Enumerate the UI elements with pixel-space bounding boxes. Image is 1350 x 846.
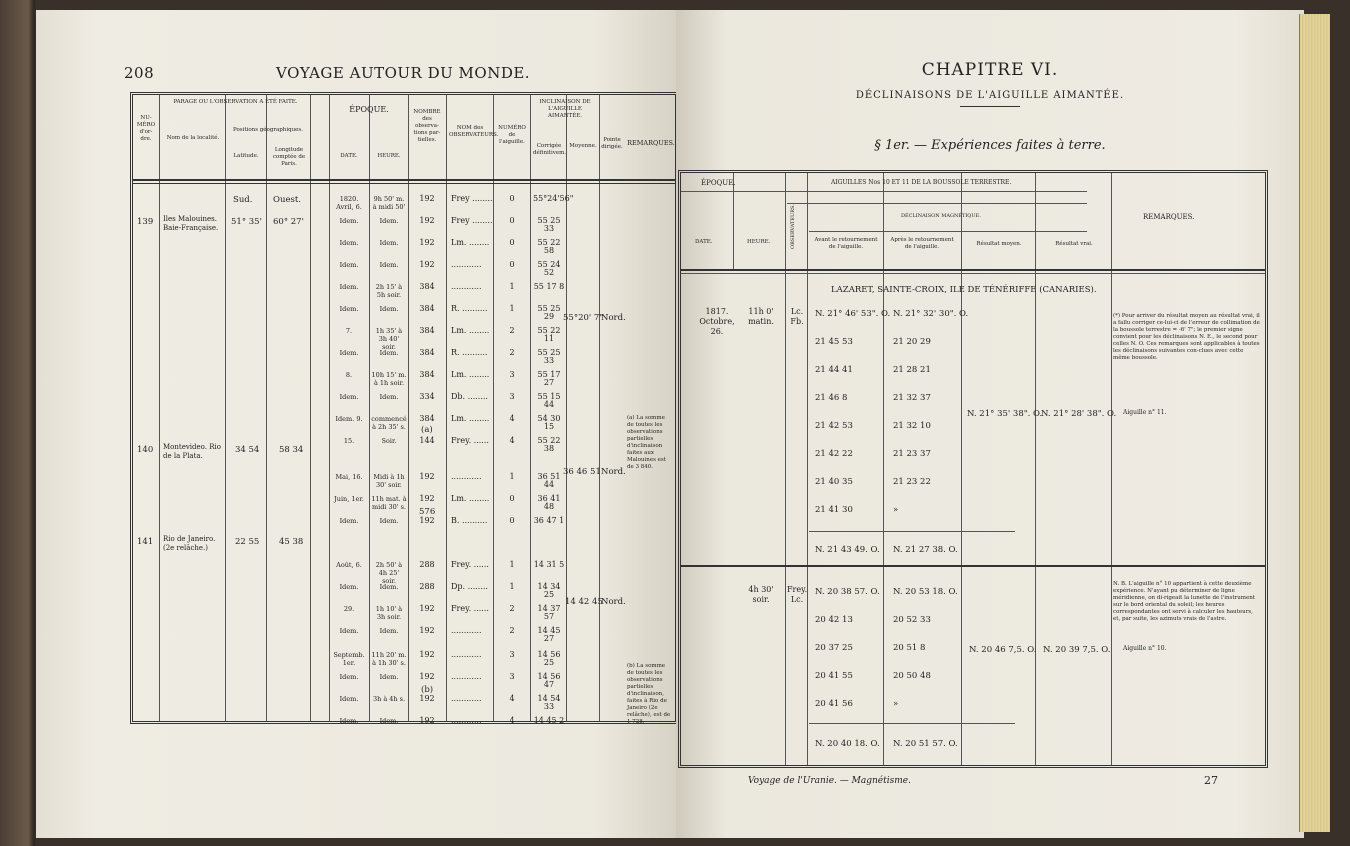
row-inc: 14 56 47 xyxy=(537,672,561,689)
row-inc: 55 25 29 xyxy=(537,304,561,321)
col-inclinaison: INCLINAISON DE L'AIGUILLE AIMANTÉE. xyxy=(539,99,591,119)
row-date: Idem. xyxy=(339,239,359,247)
row-heure: 11h 20' m. à 1h 30' s. xyxy=(371,651,407,667)
block1-avant-value: N. 21° 46' 53". O. xyxy=(815,309,891,319)
row-aig: 0 xyxy=(509,260,515,269)
left-page xyxy=(36,10,676,838)
row-date: Idem. xyxy=(339,283,359,291)
col-moyenne: Moyenne. xyxy=(569,143,597,149)
block2-avant-value: N. 20 38 57. O. xyxy=(815,587,880,597)
block1-avant-value: 21 45 53 xyxy=(815,337,853,347)
row-nb: 384 xyxy=(419,348,435,357)
row-obs: ............ xyxy=(451,650,482,659)
block2-apres-value: 20 51 8 xyxy=(893,643,926,653)
section-title: § 1er. — Expériences faites à terre. xyxy=(874,138,1106,153)
row-date: 15. xyxy=(343,437,355,445)
row-nb: 192 xyxy=(419,716,435,725)
block2-avant-value: 20 41 56 xyxy=(815,699,853,709)
row-date: Idem. xyxy=(339,673,359,681)
col-parage: PARAGE OU L'OBSERVATION A ÉTÉ FAITE. xyxy=(173,99,298,105)
row-date: Idem. xyxy=(339,305,359,313)
row-nb: 192 xyxy=(419,672,435,681)
note-nb: N. B. L'aiguille n° 10 appartient à cette deuxième expérience. N'ayant pu déterminer de ligne méridienne, on di-rigeait la lunette de l'instrument sur le bord oriental du soleil; les heures correspondantes ont servi à calculer les hauteurs, et, par suite, les azimuts vrais de l'astre. xyxy=(1113,581,1255,622)
row-heure: 3h à 4h s. xyxy=(372,695,406,703)
block1-apres-value: 21 23 22 xyxy=(893,477,931,487)
row-date: Idem. xyxy=(339,261,359,269)
row-inc: 55 24 52 xyxy=(537,260,561,277)
row-heure: Midi à 1h 30' soir. xyxy=(373,473,405,489)
row-date: Août, 6. xyxy=(336,561,362,569)
hemisphere-lon: Ouest. xyxy=(273,195,301,205)
block2-remark: Aiguille n° 10. xyxy=(1123,645,1167,652)
col-numero: NUMÉRO de l'aiguille. xyxy=(498,125,526,145)
row-date: Idem. 9. xyxy=(335,415,363,423)
group-mean: 36 46 51 xyxy=(563,467,601,477)
col-positions: Positions géographiques. xyxy=(233,127,303,133)
row-date: Idem. xyxy=(339,393,359,401)
row-heure: 9h 50' m. à midi 50' xyxy=(372,195,406,211)
block2-apres-mean: N. 20 51 57. O. xyxy=(893,739,958,749)
row-nb: 384 xyxy=(419,282,435,291)
group-lon: 45 38 xyxy=(279,537,304,547)
row-aig: 0 xyxy=(509,494,515,503)
row-inc: 36 47 1 xyxy=(533,516,565,525)
row-heure: 1h 10' à 3h soir. xyxy=(375,605,403,621)
subtotal-a: (a) xyxy=(421,425,433,435)
hemisphere-lat: Sud. xyxy=(233,195,253,205)
footer-left: Voyage de l'Uranie. — Magnétisme. xyxy=(748,776,911,786)
group-pointe: Nord. xyxy=(601,313,626,323)
row-obs: ............ xyxy=(451,260,482,269)
block2-apres-value: N. 20 53 18. O. xyxy=(893,587,958,597)
row-nb: 192 xyxy=(419,494,435,503)
row-obs: Lm. ........ xyxy=(451,326,490,335)
row-aig: 2 xyxy=(509,604,515,613)
group-num: 139 xyxy=(137,217,154,227)
group-mean: 14 42 45 xyxy=(565,597,603,607)
block2-obs: Frey. Lc. xyxy=(787,585,808,604)
row-date: Idem. xyxy=(339,349,359,357)
block1-avant-value: 21 46 8 xyxy=(815,393,848,403)
row-date: Idem. xyxy=(339,517,359,525)
note-a: (a) La somme de toutes les observations partielles d'inclinaison faites aux Malouines est de 3 840. xyxy=(627,415,666,470)
group-place: Montevideo. Rio de la Plata. xyxy=(163,443,221,460)
row-heure: 1h 35' à 3h 40' soir. xyxy=(375,327,403,351)
block1-avant-value: 21 40 35 xyxy=(815,477,853,487)
row-inc: 14 54 33 xyxy=(537,694,561,711)
col-epoque: ÉPOQUE. xyxy=(701,179,736,187)
block1-apres-value: 21 23 37 xyxy=(893,449,931,459)
row-nb: 288 xyxy=(419,560,435,569)
row-heure: Soir. xyxy=(381,437,397,445)
col-epoque: ÉPOQUE. xyxy=(349,105,389,114)
row-aig: 3 xyxy=(509,672,515,681)
row-inc: 36 51 44 xyxy=(537,472,561,489)
col-vrai: Résultat vrai. xyxy=(1055,241,1093,247)
row-heure: Idem. xyxy=(379,517,399,525)
group-lon: 60° 27' xyxy=(273,217,304,227)
row-nb: 144 xyxy=(419,436,435,445)
group-place: Iles Malouines. Baie-Française. xyxy=(163,215,219,232)
block2-moyen: N. 20 46 7,5. O. xyxy=(969,645,1037,655)
row-nb: 192 xyxy=(419,604,435,613)
row-obs: Lm. ........ xyxy=(451,370,490,379)
col-remarques: REMARQUES. xyxy=(627,139,675,147)
block1-heure: 11h 0' matin. xyxy=(748,307,774,326)
row-aig: 3 xyxy=(509,650,515,659)
inclination-table xyxy=(130,92,676,724)
row-nb: 384 xyxy=(419,414,435,423)
row-obs: Lm. ........ xyxy=(451,414,490,423)
row-heure: commencé à 2h 35' s. xyxy=(371,415,407,431)
block1-avant-mean: N. 21 43 49. O. xyxy=(815,545,880,555)
col-longitude: Longitude comptée de Paris. xyxy=(272,147,306,167)
row-date: Idem. xyxy=(339,217,359,225)
row-aig: 0 xyxy=(509,516,515,525)
row-obs: ............ xyxy=(451,282,482,291)
row-inc: 36 41 48 xyxy=(537,494,561,511)
group-pointe: Nord. xyxy=(601,597,626,607)
row-aig: 4 xyxy=(509,716,515,725)
block2-apres-value: 20 52 33 xyxy=(893,615,931,625)
row-heure: Idem. xyxy=(379,239,399,247)
row-nb: 192 xyxy=(419,260,435,269)
block1-apres-value: » xyxy=(893,505,899,515)
row-inc: 14 34 25 xyxy=(537,582,561,599)
note-star: (*) Pour arriver du résultat moyen au résultat vrai, il a fallu corriger ce-lui-ci de l'erreur de collimation de la boussole terrestre = -6' 7"; le premier signe convient pour les déclinaisons N. E., le second pour celles N. O. Ces remarques sont applicables à toutes les déclinaisons suivantes con-clues avec cette même boussole. xyxy=(1113,313,1260,361)
col-date: DATE. xyxy=(695,239,713,245)
row-aig: 1 xyxy=(509,472,515,481)
block2-avant-value: 20 37 25 xyxy=(815,643,853,653)
col-apres: Après le retournement de l'aiguille. xyxy=(890,237,954,250)
row-inc: 54 30 15 xyxy=(537,414,561,431)
row-heure: Idem. xyxy=(379,717,399,725)
row-aig: 0 xyxy=(509,238,515,247)
row-heure: 2h 15' à 5h soir. xyxy=(375,283,403,299)
row-date: Idem. xyxy=(339,583,359,591)
row-heure: 10h 15' m. à 1h soir. xyxy=(371,371,407,387)
row-aig: 2 xyxy=(509,348,515,357)
row-inc: 14 31 5 xyxy=(533,560,565,569)
row-date: Idem. xyxy=(339,695,359,703)
block2-avant-value: 20 42 13 xyxy=(815,615,853,625)
subtotal-b: (b) xyxy=(421,685,434,695)
row-date: 7. xyxy=(345,327,353,335)
row-obs: Lm. ........ xyxy=(451,494,490,503)
row-aig: 1 xyxy=(509,560,515,569)
row-nb: 192 xyxy=(419,472,435,481)
group-num: 140 xyxy=(137,445,154,455)
row-inc: 55 22 58 xyxy=(537,238,561,255)
col-remarques: REMARQUES. xyxy=(1143,213,1195,221)
row-nb: 192 xyxy=(419,216,435,225)
row-date: 1820. Avril, 6. xyxy=(336,195,362,211)
block2-avant-mean: N. 20 40 18. O. xyxy=(815,739,880,749)
block1-vrai: N. 21° 28' 38". O. xyxy=(1041,409,1117,419)
row-inc: 55 22 38 xyxy=(537,436,561,453)
row-nb: 192 xyxy=(419,516,435,525)
row-date: Juin, 1er. xyxy=(334,495,364,503)
row-obs: ............ xyxy=(451,694,482,703)
block1-apres-value: 21 28 21 xyxy=(893,365,931,375)
row-aig: 0 xyxy=(509,194,515,203)
col-heure: HEURE. xyxy=(377,153,401,159)
row-obs: Frey ........ xyxy=(451,194,493,203)
block2-avant-value: 20 41 55 xyxy=(815,671,853,681)
row-date: Mai, 16. xyxy=(335,473,363,481)
col-corrigee: Corrigée définitivem. xyxy=(533,143,567,156)
row-nb: 192 xyxy=(419,626,435,635)
col-nombre: NOMBRE des observa-tions par-tielles. xyxy=(413,109,441,143)
col-observateurs: OBSERVATEURS. xyxy=(790,204,796,249)
row-aig: 3 xyxy=(509,370,515,379)
block1-date: 1817. Octobre, 26. xyxy=(699,307,735,336)
group-place: Rio de Janeiro. (2e relâche.) xyxy=(163,535,216,552)
group-lat: 34 54 xyxy=(235,445,260,455)
row-obs: ............ xyxy=(451,626,482,635)
row-inc: 14 45 2 xyxy=(533,716,565,725)
block1-avant-value: 21 44 41 xyxy=(815,365,853,375)
col-heure: HEURE. xyxy=(747,239,771,245)
row-aig: 2 xyxy=(509,326,515,335)
row-obs: ............ xyxy=(451,472,482,481)
row-inc: 55 25 33 xyxy=(537,348,561,365)
group-lon: 58 34 xyxy=(279,445,304,455)
block1-apres-value: N. 21° 32' 30". O. xyxy=(893,309,969,319)
row-nb: 192 xyxy=(419,650,435,659)
block1-obs: Lc. Fb. xyxy=(790,307,804,326)
row-heure: Idem. xyxy=(379,349,399,357)
row-date: Septemb. 1er. xyxy=(333,651,365,667)
block1-avant-value: 21 42 22 xyxy=(815,449,853,459)
block1-moyen: N. 21° 35' 38". O. xyxy=(967,409,1043,419)
row-obs: R. .......... xyxy=(451,304,488,313)
row-inc: 14 37 57 xyxy=(537,604,561,621)
col-pointe: Pointe dirigée. xyxy=(601,137,623,150)
row-nb: 192 xyxy=(419,694,435,703)
col-nom-localite: Nom de la localité. xyxy=(166,135,220,141)
group-pointe: Nord. xyxy=(601,467,626,477)
block1-apres-mean: N. 21 27 38. O. xyxy=(893,545,958,555)
running-title: VOYAGE AUTOUR DU MONDE. xyxy=(276,64,531,82)
row-obs: R. .......... xyxy=(451,348,488,357)
row-nb: 192 xyxy=(419,238,435,247)
block1-avant-value: 21 41 30 xyxy=(815,505,853,515)
col-nom-obs: NOM des OBSERVATEURS. xyxy=(449,125,499,138)
row-heure: Idem. xyxy=(379,673,399,681)
row-nb: 288 xyxy=(419,582,435,591)
row-heure: 2h 50' à 4h 25' soir. xyxy=(375,561,403,585)
row-aig: 2 xyxy=(509,626,515,635)
col-latitude: Latitude. xyxy=(233,153,259,159)
location-title: LAZARET, SAINTE-CROIX, ILE DE TÉNÉRIFFE (CANARIES). xyxy=(831,285,1097,295)
col-moyen: Résultat moyen. xyxy=(976,241,1022,247)
row-aig: 1 xyxy=(509,304,515,313)
row-aig: 0 xyxy=(509,216,515,225)
row-aig: 3 xyxy=(509,392,515,401)
row-date: 8. xyxy=(345,371,353,379)
row-obs: Dp. ........ xyxy=(451,582,488,591)
row-date: 29. xyxy=(343,605,355,613)
col-avant: Avant le retournement de l'aiguille. xyxy=(814,237,878,250)
col-date: DATE. xyxy=(340,153,358,159)
block1-remark: Aiguille n° 11. xyxy=(1123,409,1167,416)
chapter-title: CHAPITRE VI. xyxy=(921,60,1059,80)
row-heure: Idem. xyxy=(379,217,399,225)
block1-avant-value: 21 42 53 xyxy=(815,421,853,431)
row-inc: 55 17 27 xyxy=(537,370,561,387)
block2-heure: 4h 30' soir. xyxy=(748,585,774,604)
row-heure: Idem. xyxy=(379,393,399,401)
row-inc: 55 15 44 xyxy=(537,392,561,409)
row-nb: 384 xyxy=(419,304,435,313)
declination-table xyxy=(678,170,1268,768)
block2-vrai: N. 20 39 7,5. O. xyxy=(1043,645,1111,655)
row-obs: Frey. ...... xyxy=(451,436,489,445)
block1-apres-value: 21 32 37 xyxy=(893,393,931,403)
row-heure: Idem. xyxy=(379,261,399,269)
footer-right: 27 xyxy=(1204,774,1218,787)
row-date: Idem. xyxy=(339,717,359,725)
row-obs: Lm. ........ xyxy=(451,238,490,247)
row-inc: 14 56 25 xyxy=(537,650,561,667)
row-obs: Frey. ...... xyxy=(451,604,489,613)
row-heure: Idem. xyxy=(379,583,399,591)
row-obs: Frey ........ xyxy=(451,216,493,225)
row-inc: 55°24'56" xyxy=(533,194,574,203)
row-aig: 4 xyxy=(509,436,515,445)
col-aiguilles: AIGUILLES Nos 10 ET 11 DE LA BOUSSOLE TERRESTRE. xyxy=(831,179,1012,186)
row-obs: ............ xyxy=(451,672,482,681)
right-page xyxy=(676,10,1304,838)
row-obs: B. .......... xyxy=(451,516,488,525)
row-date: Idem. xyxy=(339,627,359,635)
page-edges xyxy=(1299,14,1330,832)
row-aig: 1 xyxy=(509,282,515,291)
row-nb: 192 xyxy=(419,194,435,203)
block2-apres-value: 20 50 48 xyxy=(893,671,931,681)
group-lat: 51° 35' xyxy=(231,217,262,227)
subtotal: 576 xyxy=(419,507,436,517)
row-inc: 55 25 33 xyxy=(537,216,561,233)
row-inc: 55 17 8 xyxy=(533,282,565,291)
row-heure: Idem. xyxy=(379,627,399,635)
group-lat: 22 55 xyxy=(235,537,260,547)
row-obs: Db. ........ xyxy=(451,392,488,401)
note-b: (b) La somme de toutes les observations partielles d'inclinaison, faites à Rio de Janeiro (2e relâche), est de 1 728. xyxy=(627,663,671,725)
block1-apres-value: 21 32 10 xyxy=(893,421,931,431)
row-obs: ............ xyxy=(451,716,482,725)
chapter-subtitle: DÉCLINAISONS DE L'AIGUILLE AIMANTÉE. xyxy=(855,90,1125,101)
row-obs: Frey. ...... xyxy=(451,560,489,569)
group-mean: 55°20' 7" xyxy=(563,313,604,323)
row-nb: 384 xyxy=(419,370,435,379)
col-decl-mag: DÉCLINAISON MAGNÉTIQUE. xyxy=(901,213,981,219)
block1-apres-value: 21 20 29 xyxy=(893,337,931,347)
col-num: NU-MÉRO d'or-dre. xyxy=(136,115,156,142)
row-heure: 11h mat. à midi 30' s. xyxy=(371,495,407,511)
row-nb: 384 xyxy=(419,326,435,335)
block2-apres-value: » xyxy=(893,699,899,709)
row-aig: 4 xyxy=(509,694,515,703)
row-aig: 1 xyxy=(509,582,515,591)
row-nb: 334 xyxy=(419,392,435,401)
row-inc: 55 22 11 xyxy=(537,326,561,343)
group-num: 141 xyxy=(137,537,154,547)
row-aig: 4 xyxy=(509,414,515,423)
page-number: 208 xyxy=(124,64,155,82)
row-inc: 14 45 27 xyxy=(537,626,561,643)
row-heure: Idem. xyxy=(379,305,399,313)
